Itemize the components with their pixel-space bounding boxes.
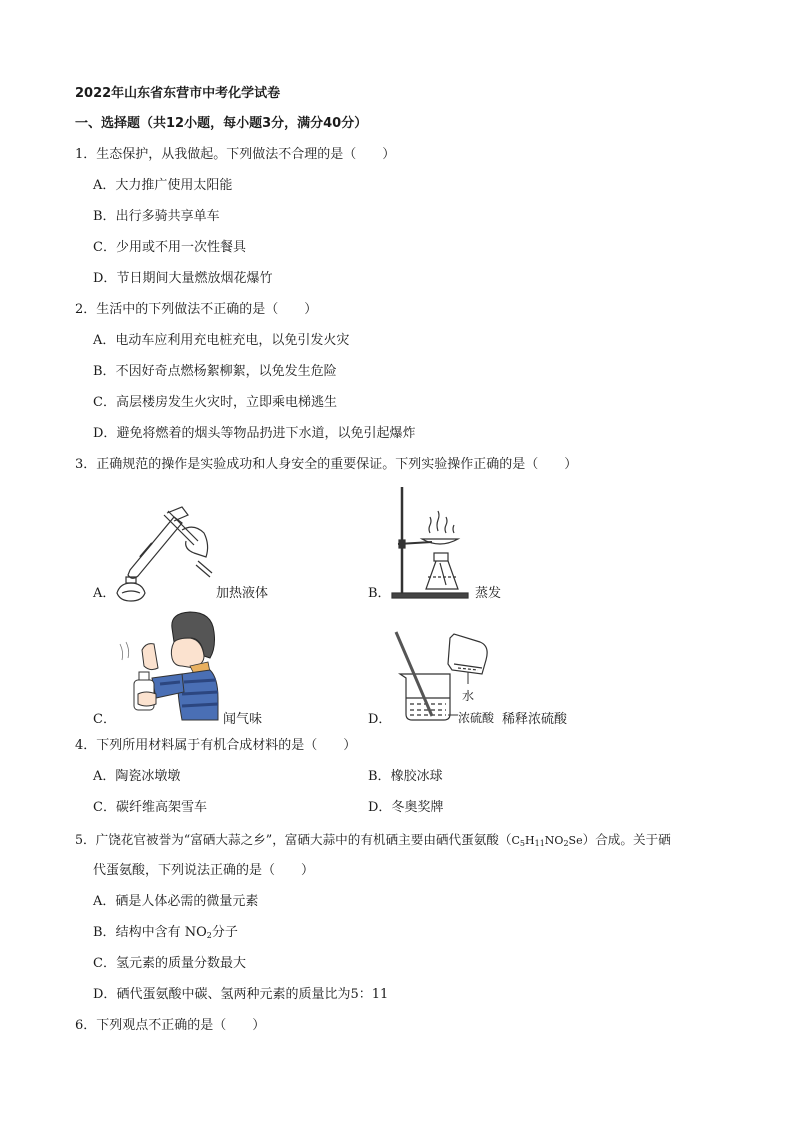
question-number: 4． [75,738,97,753]
question-number: 1． [75,147,97,162]
concentrated-acid-label: 浓硫酸 [458,711,495,725]
option-text: 硒是人体必需的微量元素 [115,894,259,909]
q3-option-a-caption: 加热液体 [216,586,269,601]
option-label: B． [93,209,116,224]
question-6 [75,1018,265,1034]
option-text: 碳纤维高架雪车 [115,800,207,815]
evaporation-apparatus-figure [388,485,473,603]
q2-option-d [93,426,415,442]
q4-option-d [368,800,443,816]
question-number: 2． [75,302,97,317]
q1-option-b [93,209,220,225]
subscript: 2 [206,931,212,940]
option-text: 橡胶冰球 [390,769,443,784]
option-label: B． [93,925,116,940]
q1-option-d [93,271,272,287]
question-stem: 生态保护，从我做起。下列做法不合理的是（ ） [96,147,396,162]
option-text: 节日期间大量燃放烟花爆竹 [116,271,273,286]
question-number: 6． [75,1018,97,1033]
heating-liquid-test-tube-figure [112,505,222,605]
q3-option-c-label: C． [93,712,116,727]
option-label: B． [368,769,391,784]
option-label: A． [93,894,116,909]
option-text: 出行多骑共享单车 [115,209,220,224]
q2-option-a [93,333,349,349]
option-text: 不因好奇点燃杨絮柳絮，以免发生危险 [115,364,337,379]
q3-option-b-caption: 蒸发 [475,586,502,601]
question-3 [75,457,577,473]
q5-option-b [93,925,238,941]
option-label: B． [93,364,116,379]
q5-option-c [93,956,246,972]
question-number: 5． [75,832,96,847]
option-label: D． [93,987,117,1002]
option-label: D． [93,426,117,441]
question-stem: 下列所用材料属于有机合成材料的是（ ） [96,738,357,753]
q1-option-c [93,240,246,256]
question-number: 3． [75,457,97,472]
option-text: 少用或不用一次性餐具 [115,240,246,255]
question-5 [75,832,671,849]
option-text: 氢元素的质量分数最大 [115,956,246,971]
option-label: D． [93,271,117,286]
question-stem-cont: ）合成。关于硒 [582,832,671,847]
option-text-cont: 分子 [211,925,238,940]
q4-option-a [93,769,180,785]
option-label: C． [93,956,116,971]
option-text: 冬奥奖牌 [391,800,444,815]
option-label: C． [93,240,116,255]
option-text: 避免将燃着的烟头等物品扔进下水道，以免引起爆炸 [116,426,416,441]
option-label: A． [93,178,116,193]
question-stem: 生活中的下列做法不正确的是（ ） [96,302,318,317]
question-stem: 广饶花官被誉为“富硒大蒜之乡”，富硒大蒜中的有机硒主要由硒代蛋氨酸（ [95,832,512,847]
question-stem: 正确规范的操作是实验成功和人身安全的重要保证。下列实验操作正确的是（ ） [96,457,578,472]
chemical-formula: $C_5H_{11}NO_2Se$ [511,834,583,848]
question-stem: 下列观点不正确的是（ ） [96,1018,266,1033]
water-label: 水 [462,689,475,703]
option-label: D． [368,800,392,815]
q2-option-b [93,364,337,380]
option-label: C． [93,395,116,410]
q1-option-a [93,178,232,194]
option-text: 陶瓷冰墩墩 [115,769,181,784]
q2-option-c [93,395,337,411]
q3-option-c-caption: 闻气味 [223,712,263,727]
q3-option-d-label: D． [368,712,392,727]
option-text: 大力推广使用太阳能 [115,178,233,193]
q5-option-a [93,894,258,910]
q3-option-b-label: B． [368,586,391,601]
q5-option-d [93,987,388,1003]
option-label: A． [93,333,116,348]
question-1 [75,147,395,163]
exam-title: 2022年山东省东营市中考化学试卷 [75,86,281,101]
option-text: 电动车应利用充电桩充电，以免引发火灾 [115,333,350,348]
question-4 [75,738,356,754]
question-2 [75,302,317,318]
option-label: A． [93,769,116,784]
option-label: C． [93,800,116,815]
option-text: 硒代蛋氨酸中碳、氢两种元素的质量比为5：11 [116,987,389,1002]
q3-option-d-caption: 稀释浓硫酸 [502,712,568,727]
option-text: 结构中含有 NO [115,925,207,940]
smelling-gas-boy-figure [112,608,222,723]
option-text: 高层楼房发生火灾时，立即乘电梯逃生 [115,395,337,410]
q4-option-b [368,769,443,785]
q4-option-c [93,800,207,816]
question-5-line2: 代蛋氨酸，下列说法正确的是（ ） [93,863,315,878]
q3-option-a-label: A． [93,586,116,601]
section-heading: 一、选择题（共12小题，每小题3分，满分40分） [75,116,368,131]
